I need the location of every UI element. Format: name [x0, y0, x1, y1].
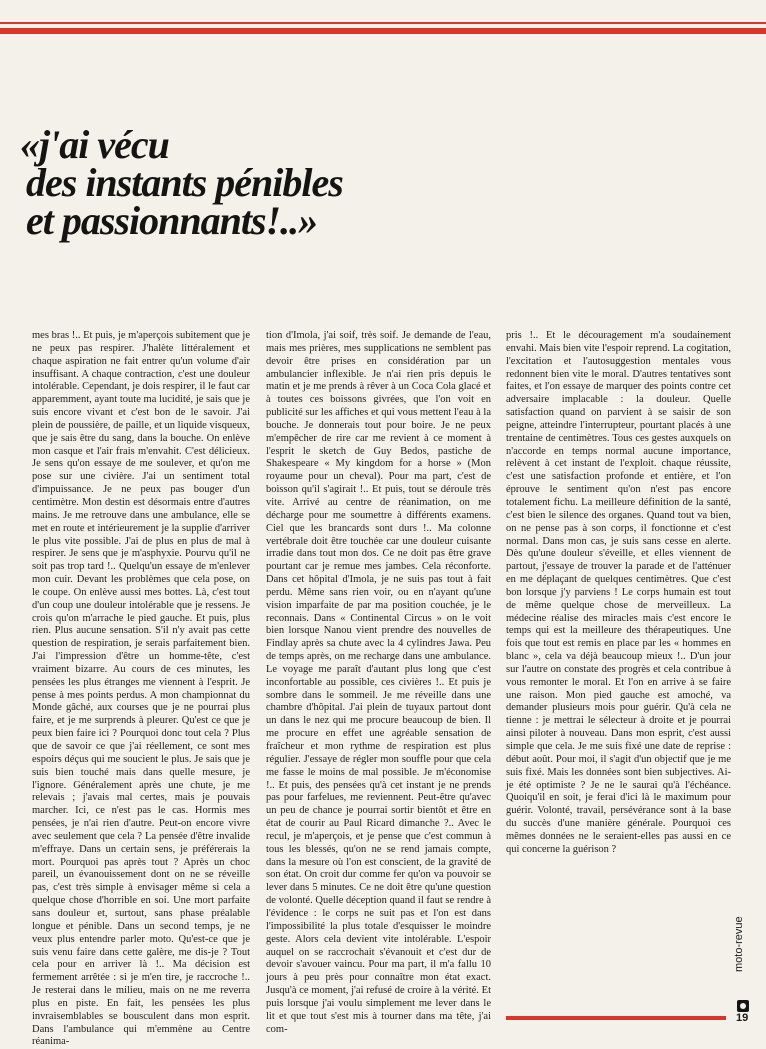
article-column-1: [32, 330, 250, 1049]
headline-line-3: et passionnants!..»: [26, 198, 318, 243]
top-accent-rule-thin: [0, 22, 766, 24]
column-3-text: pris !.. Et le découragement m'a soudainement envahi. Mais bien vite l'espoir reprend. La cogitation, l'excitation et l'autosuggestion mentales vous redonnent bien vite le moral. D'autres tentatives sont faites, et l'on essaye de marquer des points contre cet adversaire implacable : la douleur. Quelle satisfaction quand on parvient à se saisir de son peigne, atteindre l'interrupteur, pourtant placés à une trentaine de centimètres. Tous ces gestes auxquels on n'accorde en temps normal aucune importance, relèvent à cet instant de l'exploit. chaque réussite, c'est une satisfaction profonde et entière, et l'on éprouve le sentiment qu'on n'est pas encore totalement fichu. La meilleure définition de la santé, c'est bien le silence des organes. Quand tout va bien, on ne pense pas à son corps, il fonctionne et c'est normal. Dans mon cas, je suis sans cesse en alerte. Dès qu'une douleur s'éveille, et elles viennent de partout, j'essaye de trouver la parade et de l'atténuer en me déplaçant de quelques centimètres. Que c'est bon lorsque j'y parviens ! Le corps humain est tout de même quelque chose de merveilleux. La médecine réalise des miracles mais c'est encore le temps qui est la meilleure des thérapeutiques. Une fois que tout est remis en place par les « hommes en blanc », cela va déjà beaucoup mieux !.. D'un jour sur l'autre on constate des progrès et cela contribue à vous remonter le moral. Et l'on en arrive à se faire une raison. Mon pied gauche est amoché, va demander plusieurs mois pour guérir. Qu'à cela ne tienne : je mettrai le sélecteur à droite et je pourrai ainsi piloter à nouveau. Dans mon esprit, c'est aussi simple que cela. Je me suis fixé une date de reprise : début août. Pour moi, il s'agit d'un objectif que je me suis fixé. Mais les données sont bien subjectives. Ai-je été optimiste ? Je ne le saurai qu'à l'échéance. Quoiqu'il en soit, je ferai d'ici là le maximum pour guérir. Volonté, travail, persévérance sont à la base du succès d'une manière générale. Pourquoi ces mêmes données ne le seraient-elles pas aussi en ce qui concerne la guérison ?: [506, 330, 731, 855]
bottom-accent-rule: [506, 1016, 726, 1020]
page-number: 19: [736, 1012, 749, 1024]
column-2-text: tion d'Imola, j'ai soif, très soif. Je demande de l'eau, mais mes prières, mes supplications ne semblent pas devoir être prises en considération par un ambulancier inflexible. Je n'ai rien pris depuis le matin et je me prends à rêver à un Coca Cola glacé et à toutes ces boissons givrées, que l'on voit en publicité sur les affiches et qui vous mettent l'eau à la bouche. Je donnerais tout pour boire. Je ne peux m'empêcher de rire car me revient à ce moment à l'esprit le sketch de Guy Bedos, pastiche de Shakespeare « My kingdom for a horse » (Mon royaume pour un cheval). Pour ma part, c'est de boisson qu'il s'agirait !.. Et puis, tout se déroule très vite. Arrivé au centre de réanimation, on me décharge pour me soumettre à différents examens. Ciel que les brancards sont durs !.. Ma colonne vertébrale doit être touchée car une douleur cuisante irradie dans tout mon dos. Ce ne doit pas être grave pourtant car je remue mes jambes. Cela réconforte. Dans cet hôpital d'Imola, je ne suis pas tout à fait perdu. Même sans rien voir, ou en n'ayant qu'une vision imparfaite de par ma position couchée, je le reconnais. Dans « Continental Circus » on le voit bien lorsque Nanou vient prendre des nouvelles de Findlay après sa chute avec la 4 cylindres Jawa. Peu de temps après, on me recharge dans une ambulance. Le voyage me paraît d'autant plus long que c'est inconfortable au possible, ces civières !.. Et puis je sombre dans le sommeil. Je me réveille dans une chambre d'hôpital. J'ai plein de tuyaux partout dont un dans le nez qui me procure beaucoup de bien. Il me procure en effet une agréable sensation de fraîcheur et mon rythme de respiration est plus régulier. J'essaye de régler mon souffle pour que cela me fasse le moins de mal possible. Je m'économise !.. Et puis, des pensées qu'à cet instant je ne prends pas pour farfelues, me reviennent. Peut-être qu'avec un peu de chance je pourrai sortir bientôt et être en état de courir au Paul Ricard dimanche ?.. Avec le recul, je m'aperçois, et je pense que c'est commun à tous les blessés, qu'on ne se rend jamais compte, dans la mesure où l'on est conscient, de la gravité de son état. On croit dur comme fer qu'on va pouvoir se lever dans 5 minutes. Ce ne doit être qu'une question de volonté. Quelle déception quand il faut se rendre à l'évidence : le corps ne suit pas et l'on est dans l'impossibilité la plus totale d'esquisser le moindre geste. Alors cela devient vite intolérable. L'espoir auquel on se raccrochait s'évanouit et c'est dur de devoir s'avouer vaincu. Pour ma part, il m'a fallu 10 jours à peu près pour connaître mon état exact. Jusqu'à ce moment, j'ai refusé de croire à la vérité. Et puis lorsque j'ai voulu simplement me lever dans le lit et que tout s'est mis à tourner dans ma tête, j'ai com-: [266, 330, 491, 1035]
headline-line-2: des instants pénibles: [26, 160, 343, 205]
article-column-3: [506, 330, 731, 857]
moto-revue-logo-icon: [737, 1000, 749, 1012]
column-1-text: mes bras !.. Et puis, je m'aperçois subitement que je ne peux pas respirer. J'halète littéralement et chaque aspiration ne fait entrer qu'un volume d'air insuffisant. A chaque contraction, c'est une douleur intolérable. Cependant, je dois respirer, il le faut car apparemment, ayant toute ma lucidité, je sais que je suis encore vivant et c'est bon de le savoir. J'ai plein de poussière, de paille, et un liquide visqueux, que je sais être du sang, dans la bouche. On enlève mon casque et l'air frais m'envahit. C'est délicieux. Je sens qu'on essaye de me soulever, et qu'on me pose sur une civière. J'ai un sentiment total d'impuissance. Je ne peux pas bouger d'un centimètre. Mon destin est désormais entre d'autres mains. Je me retrouve dans une ambulance, elle se met en route et intérieurement je la supplie d'arriver le plus vite possible. J'ai de plus en plus de mal à respirer. Je sens que je m'asphyxie. Pourvu qu'il ne soit pas trop tard !.. Quelqu'un essaye de m'enlever mon cuir. Devant les problèmes que cela pose, on le coupe. On enlève aussi mes bottes. Là, c'est tout d'un coup une douleur intolérable que je ressens. Je crois qu'on m'arrache le pied gauche. Et puis, plus rien. Plus aucune sensation. S'il n'y avait pas cette question de respiration, je serais parfaitement bien. J'ai l'impression d'être un homme-tête, c'est vraiment bizarre. Au cours de ces minutes, les pensées les plus étranges me viennent à l'esprit. Je pense à mes points perdus. A mon championnat du Monde gâché, aux courses que je ne pourrai plus faire, et je me surprends à pleurer. Qu'est ce que je peux bien faire ici ? Pourquoi donc tout cela ? Plus que de savoir ce que j'ai réellement, ce sont mes espoirs déçus qui me soucient le plus. Je sais que je suis bien touché mais dans quelle mesure, je l'ignore. Généralement après une chute, je me relevais ; j'avais mal certes, mais je pouvais marcher. Ici, ce n'est pas le cas. Hormis mes pensées, je n'ai rien d'autre. Peut-on encore vivre avec seulement que cela ? La pensée d'être invalide m'effraye. Dans un certain sens, je préférerais la mort. Pourquoi pas après tout ? Après un choc pareil, un évanouissement dont on ne se réveille pas, c'est très simple à envisager même si cela a quelque chose d'horrible en soi. Une mort parfaite sans douleur et, surtout, sans phase préalable longue et pénible. Dans un second temps, je ne veux plus entendre parler moto. Qu'est-ce que je suis venu faire dans cette galère, me dis-je ? Tout cela pour en arriver là !.. Ma décision est fermement arrêtée : si je m'en tire, je raccroche !.. Je resterai dans le milieu, mais on ne me reverra plus en piste. En fait, les pensées les plus invraisemblables se bousculent dans mon esprit. Dans l'ambulance qui m'emmène au Centre réanima-: [32, 330, 250, 1048]
top-accent-rule-thick: [0, 28, 766, 34]
article-headline: [20, 122, 420, 243]
headline-line-1: «j'ai vécu: [20, 122, 169, 167]
article-column-2: [266, 330, 491, 1036]
magazine-name-vertical: moto-revue: [733, 916, 745, 972]
